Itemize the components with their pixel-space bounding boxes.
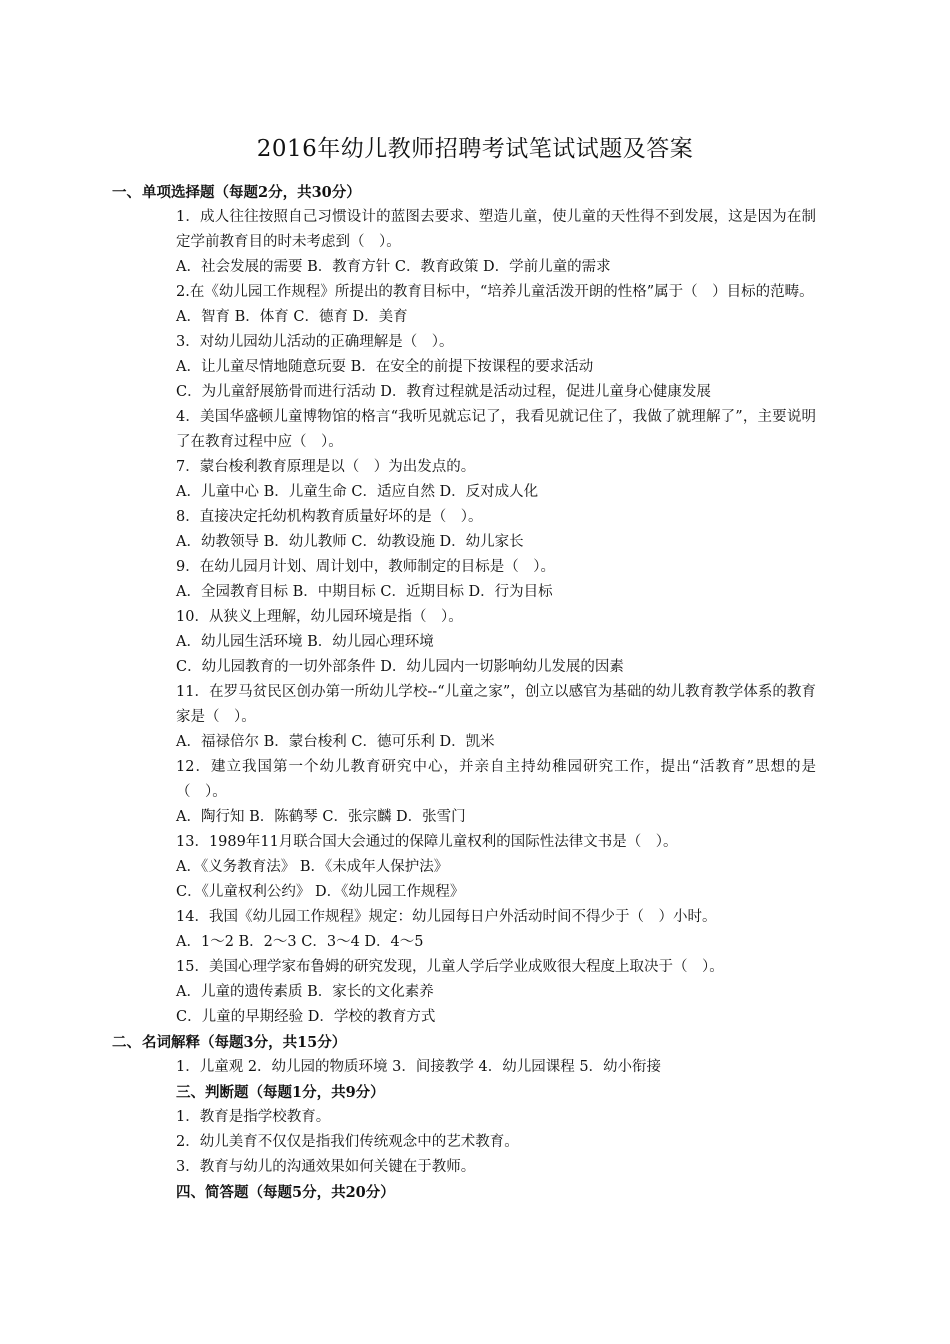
options-9: A．全园教育目标 B．中期目标 C．近期目标 D．行为目标 <box>176 584 553 600</box>
options-8: A．幼教领导 B．幼儿教师 C．幼教设施 D．幼儿家长 <box>176 534 524 550</box>
section-title-1: 单项选择题（每题2分，共30分） <box>142 184 361 201</box>
judge-1: 1．教育是指学校教育。 <box>176 1109 331 1125</box>
options-15a: A．儿童的遗传素质 B．家长的文化素养 <box>176 984 434 1000</box>
options-3b: C．为儿童舒展筋骨而进行活动 D．教育过程就是活动过程，促进儿童身心健康发展 <box>176 384 711 400</box>
options-13a: A．《义务教育法》 B．《未成年人保护法》 <box>176 859 449 875</box>
section-number-2: 二、 <box>112 1034 141 1051</box>
options-2: A．智育 B．体育 C．德育 D．美育 <box>176 309 408 325</box>
question-4: 4．美国华盛顿儿童博物馆的格言“我听见就忘记了，我看见就记住了，我做了就理解了”，主要说明了在教育过程中应（ ）。 <box>176 409 816 450</box>
question-7: 7．蒙台梭利教育原理是以（ ）为出发点的。 <box>176 459 476 475</box>
judge-3: 3．教育与幼儿的沟通效果如何关键在于教师。 <box>176 1159 476 1175</box>
options-15b: C．儿童的早期经验 D．学校的教育方式 <box>176 1009 436 1025</box>
section-heading-4: 四、简答题（每题5分，共20分） <box>176 1184 395 1201</box>
question-3: 3．对幼儿园幼儿活动的正确理解是（ ）。 <box>176 334 454 350</box>
options-13b: C．《儿童权利公约》 D．《幼儿园工作规程》 <box>176 884 465 900</box>
question-15: 15．美国心理学家布鲁姆的研究发现，儿童人学后学业成败很大程度上取决于（ ）。 <box>176 959 724 975</box>
document-title: 2016年幼儿教师招聘考试笔试试题及答案 <box>256 136 694 162</box>
options-10a: A．幼儿园生活环境 B．幼儿园心理环境 <box>176 634 434 650</box>
question-11: 11．在罗马贫民区创办第一所幼儿学校--“儿童之家”，创立以感官为基础的幼儿教育教学体系的教育家是（ ）。 <box>176 684 816 725</box>
question-9: 9．在幼儿园月计划、周计划中，教师制定的目标是（ ）。 <box>176 559 555 575</box>
question-12: 12．建立我国第一个幼儿教育研究中心，并亲自主持幼稚园研究工作，提出“活教育”思想的是（ ）。 <box>176 759 816 800</box>
question-13: 13．1989年11月联合国大会通过的保障儿童权利的国际性法律文书是（ ）。 <box>176 834 678 850</box>
options-7: A．儿童中心 B．儿童生命 C．适应自然 D．反对成人化 <box>176 484 539 500</box>
section-heading-2 <box>112 1030 816 1055</box>
terms-list: 1．儿童观 2．幼儿园的物质环境 3．间接教学 4．幼儿园课程 5．幼小衔接 <box>176 1059 662 1075</box>
question-2: 2.在《幼儿园工作规程》所提出的教育目标中，“培养儿童活泼开朗的性格”属于（ ）目标的范畴。 <box>176 284 814 300</box>
options-1: A．社会发展的需要 B．教育方针 C．教育政策 D．学前儿童的需求 <box>176 259 611 275</box>
options-14: A．1～2 B．2～3 C．3～4 D．4～5 <box>176 934 424 950</box>
question-8: 8．直接决定托幼机构教育质量好坏的是（ ）。 <box>176 509 483 525</box>
section-title-2: 名词解释（每题3分，共15分） <box>142 1034 347 1051</box>
document-body <box>112 180 816 1205</box>
options-3a: A．让儿童尽情地随意玩耍 B．在安全的前提下按课程的要求活动 <box>176 359 594 375</box>
question-14: 14．我国《幼儿园工作规程》规定：幼儿园每日户外活动时间不得少于（ ）小时。 <box>176 909 717 925</box>
section-number-1: 一、 <box>112 184 141 201</box>
section-heading-3: 三、判断题（每题1分，共9分） <box>176 1084 385 1101</box>
options-10b: C．幼儿园教育的一切外部条件 D．幼儿园内一切影响幼儿发展的因素 <box>176 659 624 675</box>
options-11: A．福禄倍尔 B．蒙台梭利 C．德可乐利 D．凯米 <box>176 734 495 750</box>
judge-2: 2．幼儿美育不仅仅是指我们传统观念中的艺术教育。 <box>176 1134 519 1150</box>
question-10: 10．从狭义上理解，幼儿园环境是指（ ）。 <box>176 609 463 625</box>
question-1: 1．成人往往按照自己习惯设计的蓝图去要求、塑造儿童，使儿童的天性得不到发展，这是因为在制定学前教育目的时未考虑到（ ）。 <box>176 209 816 250</box>
section-heading-1 <box>112 180 816 205</box>
options-12: A．陶行知 B．陈鹤琴 C．张宗麟 D．张雪门 <box>176 809 466 825</box>
